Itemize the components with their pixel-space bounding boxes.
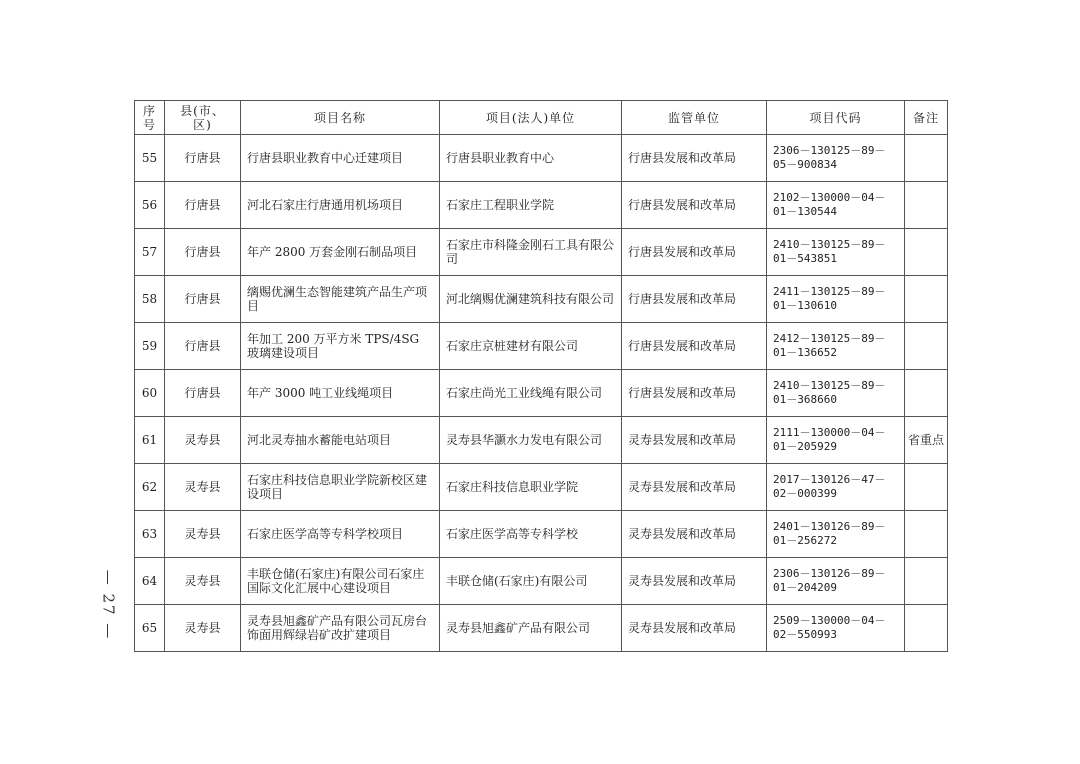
cell-county: 灵寿县 <box>165 464 241 511</box>
cell-note <box>905 464 948 511</box>
table-row <box>135 370 948 417</box>
cell-no: 60 <box>135 370 165 417</box>
cell-county: 灵寿县 <box>165 511 241 558</box>
header-county: 县(市、区) <box>165 101 241 135</box>
cell-code: 2410－130125－89－01－368660 <box>767 370 905 417</box>
table-body <box>135 135 948 652</box>
cell-code: 2102－130000－04－01－130544 <box>767 182 905 229</box>
cell-project-name: 石家庄医学高等专科学校项目 <box>241 511 440 558</box>
cell-no: 55 <box>135 135 165 182</box>
cell-code: 2401－130126－89－01－256272 <box>767 511 905 558</box>
cell-project-name: 年产 3000 吨工业线绳项目 <box>241 370 440 417</box>
cell-note <box>905 229 948 276</box>
cell-no: 57 <box>135 229 165 276</box>
table-row <box>135 276 948 323</box>
header-note: 备注 <box>905 101 948 135</box>
table-row <box>135 182 948 229</box>
cell-code: 2412－130125－89－01－136652 <box>767 323 905 370</box>
cell-no: 56 <box>135 182 165 229</box>
page-number-text: — 27 — <box>99 569 117 641</box>
table-row <box>135 464 948 511</box>
cell-project-name: 年产 2800 万套金刚石制品项目 <box>241 229 440 276</box>
cell-code: 2017－130126－47－02－000399 <box>767 464 905 511</box>
cell-unit: 灵寿县华灏水力发电有限公司 <box>440 417 622 464</box>
cell-county: 行唐县 <box>165 229 241 276</box>
header-project-name: 项目名称 <box>241 101 440 135</box>
header-no: 序号 <box>135 101 165 135</box>
cell-supervisor: 行唐县发展和改革局 <box>622 182 767 229</box>
project-table <box>134 100 948 652</box>
cell-supervisor: 行唐县发展和改革局 <box>622 370 767 417</box>
cell-note <box>905 182 948 229</box>
cell-note <box>905 605 948 652</box>
cell-project-name: 行唐县职业教育中心迁建项目 <box>241 135 440 182</box>
cell-unit: 石家庄尚光工业线绳有限公司 <box>440 370 622 417</box>
header-code: 项目代码 <box>767 101 905 135</box>
cell-note <box>905 511 948 558</box>
table-row <box>135 323 948 370</box>
cell-project-name: 年加工 200 万平方米 TPS/4SG 玻璃建设项目 <box>241 323 440 370</box>
header-supervisor: 监管单位 <box>622 101 767 135</box>
cell-unit: 石家庄京桩建材有限公司 <box>440 323 622 370</box>
cell-no: 64 <box>135 558 165 605</box>
cell-county: 行唐县 <box>165 370 241 417</box>
cell-county: 行唐县 <box>165 182 241 229</box>
cell-code: 2509－130000－04－02－550993 <box>767 605 905 652</box>
cell-project-name: 缡赐优澜生态智能建筑产品生产项目 <box>241 276 440 323</box>
cell-unit: 石家庄医学高等专科学校 <box>440 511 622 558</box>
cell-code: 2411－130125－89－01－130610 <box>767 276 905 323</box>
table-row <box>135 605 948 652</box>
cell-project-name: 灵寿县旭鑫矿产品有限公司瓦房台饰面用辉绿岩矿改扩建项目 <box>241 605 440 652</box>
cell-code: 2306－130125－89－05－900834 <box>767 135 905 182</box>
cell-county: 灵寿县 <box>165 417 241 464</box>
cell-no: 58 <box>135 276 165 323</box>
cell-no: 59 <box>135 323 165 370</box>
cell-project-name: 河北石家庄行唐通用机场项目 <box>241 182 440 229</box>
header-unit: 项目(法人)单位 <box>440 101 622 135</box>
table-header <box>135 101 948 135</box>
cell-supervisor: 行唐县发展和改革局 <box>622 229 767 276</box>
cell-unit: 河北缡赐优澜建筑科技有限公司 <box>440 276 622 323</box>
header-row <box>135 101 948 135</box>
cell-county: 行唐县 <box>165 276 241 323</box>
cell-supervisor: 灵寿县发展和改革局 <box>622 511 767 558</box>
cell-note <box>905 323 948 370</box>
table-row <box>135 417 948 464</box>
cell-county: 灵寿县 <box>165 605 241 652</box>
cell-supervisor: 灵寿县发展和改革局 <box>622 558 767 605</box>
cell-unit: 石家庄市科隆金刚石工具有限公司 <box>440 229 622 276</box>
cell-unit: 丰联仓储(石家庄)有限公司 <box>440 558 622 605</box>
cell-unit: 行唐县职业教育中心 <box>440 135 622 182</box>
cell-supervisor: 灵寿县发展和改革局 <box>622 464 767 511</box>
cell-supervisor: 灵寿县发展和改革局 <box>622 605 767 652</box>
cell-note <box>905 370 948 417</box>
cell-project-name: 石家庄科技信息职业学院新校区建设项目 <box>241 464 440 511</box>
cell-no: 63 <box>135 511 165 558</box>
page-number <box>96 560 120 650</box>
table-row <box>135 511 948 558</box>
cell-code: 2306－130126－89－01－204209 <box>767 558 905 605</box>
table-row <box>135 558 948 605</box>
cell-unit: 石家庄工程职业学院 <box>440 182 622 229</box>
cell-project-name: 丰联仓储(石家庄)有限公司石家庄国际文化汇展中心建设项目 <box>241 558 440 605</box>
cell-county: 行唐县 <box>165 135 241 182</box>
cell-note <box>905 558 948 605</box>
cell-unit: 灵寿县旭鑫矿产品有限公司 <box>440 605 622 652</box>
cell-no: 61 <box>135 417 165 464</box>
cell-county: 行唐县 <box>165 323 241 370</box>
cell-project-name: 河北灵寿抽水蓄能电站项目 <box>241 417 440 464</box>
table-row <box>135 135 948 182</box>
cell-supervisor: 行唐县发展和改革局 <box>622 323 767 370</box>
cell-supervisor: 灵寿县发展和改革局 <box>622 417 767 464</box>
cell-no: 62 <box>135 464 165 511</box>
cell-supervisor: 行唐县发展和改革局 <box>622 276 767 323</box>
cell-no: 65 <box>135 605 165 652</box>
cell-supervisor: 行唐县发展和改革局 <box>622 135 767 182</box>
table-row <box>135 229 948 276</box>
cell-note: 省重点 <box>905 417 948 464</box>
cell-code: 2410－130125－89－01－543851 <box>767 229 905 276</box>
cell-county: 灵寿县 <box>165 558 241 605</box>
cell-code: 2111－130000－04－01－205929 <box>767 417 905 464</box>
cell-note <box>905 276 948 323</box>
cell-unit: 石家庄科技信息职业学院 <box>440 464 622 511</box>
cell-note <box>905 135 948 182</box>
